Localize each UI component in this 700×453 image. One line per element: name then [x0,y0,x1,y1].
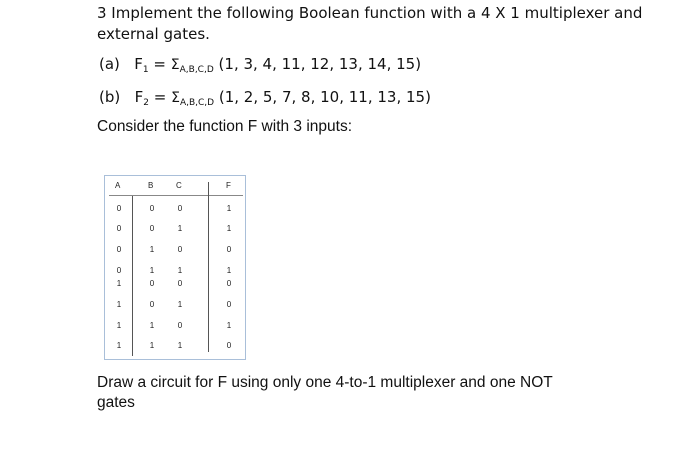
truth-table-cell: 0 [226,245,232,254]
truth-table-cell: 0 [116,266,122,275]
truth-table-right-divider [208,182,209,352]
truth-table-header-f: F [226,181,231,190]
question-title-line-2: external gates. [97,25,210,43]
part-b-label: (b) [99,88,121,106]
part-b-equals: = [153,88,167,106]
truth-table-cell: 1 [226,224,232,233]
truth-table-cell: 1 [116,300,122,309]
part-a-label: (a) [99,55,120,73]
truth-table-header-a: A [115,181,121,190]
part-b-sigma: Σ [171,90,180,106]
part-b-expression [99,88,431,106]
part-a-expression [99,55,421,73]
truth-table-left-divider [132,196,133,356]
truth-table-cell: 0 [149,224,155,233]
truth-table-cell: 0 [177,245,183,254]
part-a-terms: (1, 3, 4, 11, 12, 13, 14, 15) [218,55,422,73]
truth-table-cell: 0 [177,204,183,213]
part-a-vars: A,B,C,D [179,65,214,75]
truth-table-cell: 0 [177,321,183,330]
truth-table-cell: 1 [149,266,155,275]
truth-table-cell: 0 [177,279,183,288]
part-b-terms: (1, 2, 5, 7, 8, 10, 11, 13, 15) [218,88,431,106]
truth-table-cell: 1 [177,341,183,350]
truth-table-cell: 1 [116,279,122,288]
truth-table-cell: 0 [226,300,232,309]
truth-table-header-c: C [176,181,182,190]
consider-text: Consider the function F with 3 inputs: [97,118,353,135]
truth-table-cell: 0 [226,279,232,288]
truth-table-cell: 1 [226,266,232,275]
truth-table [104,175,246,360]
truth-table-cell: 0 [149,300,155,309]
truth-table-cell: 0 [149,204,155,213]
truth-table-cell: 1 [149,341,155,350]
truth-table-cell: 0 [116,224,122,233]
draw-instruction-line-1: Draw a circuit for F using only one 4-to-1 multiplexer and one NOT [97,374,553,391]
truth-table-cell: 1 [116,341,122,350]
truth-table-cell: 1 [226,321,232,330]
truth-table-cell: 1 [149,245,155,254]
truth-table-cell: 0 [149,279,155,288]
part-b-func: F [134,88,144,106]
truth-table-header-b: B [148,181,154,190]
truth-table-cell: 0 [116,245,122,254]
truth-table-cell: 1 [177,300,183,309]
part-a-func-subscript: 1 [142,65,149,75]
truth-table-header-divider [109,195,243,196]
part-b-vars: A,B,C,D [179,98,215,108]
truth-table-cell: 0 [226,341,232,350]
part-a-func: F [134,55,143,73]
part-a-equals: = [153,55,166,73]
truth-table-cell: 1 [149,321,155,330]
part-b-func-subscript: 2 [143,98,149,108]
truth-table-cell: 0 [116,204,122,213]
part-a-sigma: Σ [170,57,180,73]
question-title-line-1: 3 Implement the following Boolean function with a 4 X 1 multiplexer and [97,4,643,22]
truth-table-cell: 1 [226,204,232,213]
draw-instruction-line-2: gates [97,394,135,411]
truth-table-cell: 1 [177,266,183,275]
truth-table-cell: 1 [177,224,183,233]
truth-table-cell: 1 [116,321,122,330]
